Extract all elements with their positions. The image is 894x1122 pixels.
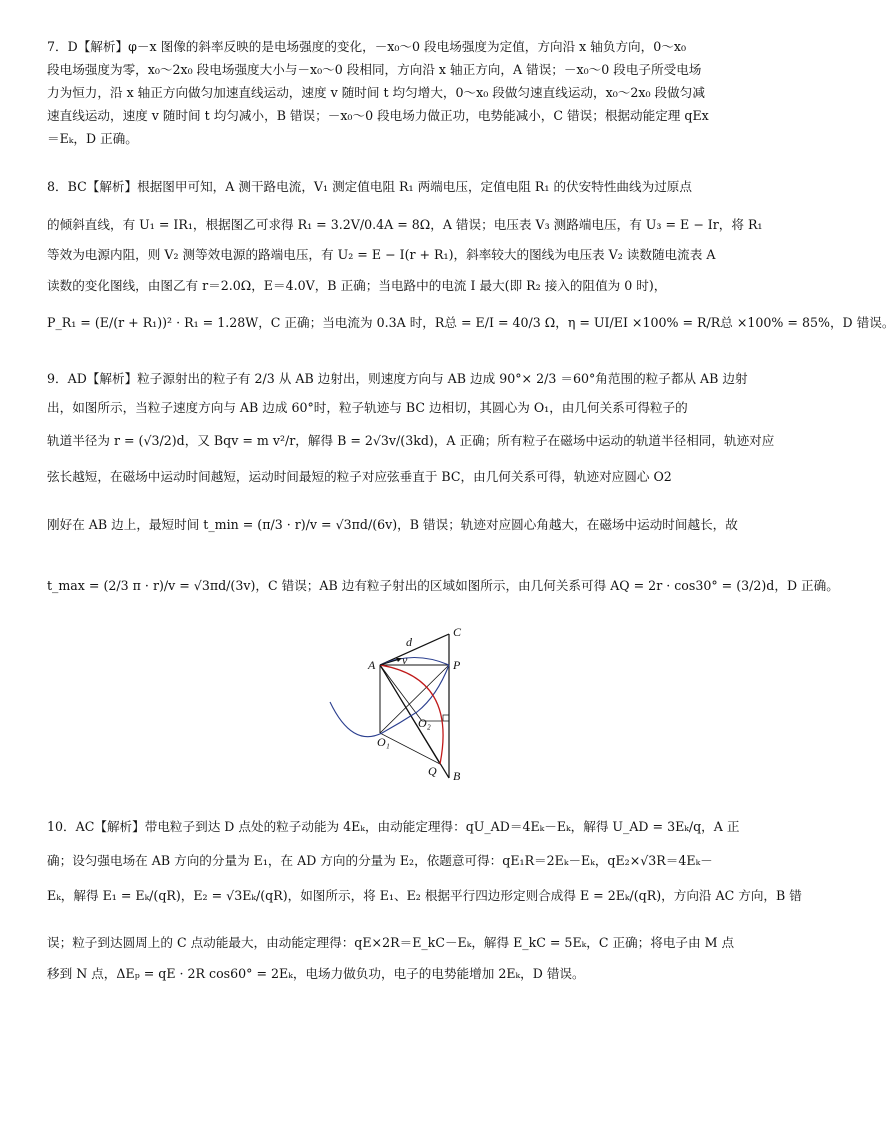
q10-line-5: 移到 N 点，ΔEₚ = qE · 2R cos60° = 2Eₖ，电场力做负功，电子的电势能增加 2Eₖ，D 错误。 [47, 966, 585, 981]
geometry-figure [322, 618, 472, 788]
label-q: Q [428, 764, 437, 778]
q8-line-4: 读数的变化图线，由图乙有 r＝2.0Ω，E＝4.0V，B 正确；当电路中的电流 I 最大(即 R₂ 接入的阻值为 0 时)， [47, 278, 667, 293]
q9-line-4: 弦长越短，在磁场中运动时间越短，运动时间最短的粒子对应弦垂直于 BC，由几何关系可得，轨迹对应圆心 O2 [47, 469, 672, 484]
label-o2: O₂ [418, 716, 431, 730]
figure-svg [322, 618, 472, 788]
label-p: P [453, 658, 461, 672]
label-c: C [453, 625, 462, 639]
line-aq [380, 665, 440, 764]
q9-line-3: 轨道半径为 r = (√3/2)d，又 Bqv = m v²/r，解得 B = 2√3v/(3kd)，A 正确；所有粒子在磁场中运动的轨道半径相同，轨迹对应 [47, 433, 775, 448]
q7-line-2: 段电场强度为零，x₀～2x₀ 段电场强度大小与－x₀～0 段相同，方向沿 x 轴正方向，A 错误；－x₀～0 段电子所受电场 [47, 62, 702, 77]
blue-trajectory-arc [330, 665, 449, 737]
q7-line-5: ＝Eₖ，D 正确。 [47, 131, 138, 146]
q8-line-1: 8．BC【解析】根据图甲可知，A 测干路电流，V₁ 测定值电阻 R₁ 两端电压，定值电阻 R₁ 的伏安特性曲线为过原点 [47, 179, 692, 194]
q8-line-2: 的倾斜直线，有 U₁ = IR₁，根据图乙可求得 R₁ = 3.2V/0.4A = 8Ω，A 错误；电压表 V₃ 测路端电压，有 U₃ = E − Ir，将 R₁ [47, 217, 763, 232]
right-angle-mark [443, 715, 449, 721]
blue-chord-arc [380, 658, 449, 666]
q9-line-6: t_max = (2/3 π · r)/v = √3πd/(3v)，C 错误；AB 边有粒子射出的区域如图所示，由几何关系可得 AQ = 2r · cos30° = (3/2)d，D 正确。 [47, 578, 839, 593]
q10-line-3: Eₖ，解得 E₁ = Eₖ/(qR)，E₂ = √3Eₖ/(qR)，如图所示，将 E₁、E₂ 根据平行四边形定则合成得 E = 2Eₖ/(qR)，方向沿 AC 方向，B 错 [47, 888, 802, 903]
label-a: A [368, 658, 376, 672]
q8-line-5: P_R₁ = (E/(r + R₁))² · R₁ = 1.28W，C 正确；当电流为 0.3A 时，R总 = E/I = 40/3 Ω，η = UI/EI ×100% = R/R总 ×100% = 85%，D 错误。 [47, 315, 894, 330]
label-v: v [402, 653, 408, 667]
q7-line-1: 7．D【解析】φ－x 图像的斜率反映的是电场强度的变化，－x₀～0 段电场强度为定值，方向沿 x 轴负方向，0～x₀ [47, 39, 687, 54]
q7-line-3: 力为恒力，沿 x 轴正方向做匀加速直线运动，速度 v 随时间 t 均匀增大，0～x₀ 段做匀速直线运动，x₀～2x₀ 段做匀减 [47, 85, 705, 100]
q7-line-4: 速直线运动，速度 v 随时间 t 均匀减小，B 错误；－x₀～0 段电场力做正功，电势能减小，C 错误；根据动能定理 qEx [47, 108, 709, 123]
q10-line-1: 10．AC【解析】带电粒子到达 D 点处的粒子动能为 4Eₖ，由动能定理得：qU_AD＝4Eₖ－Eₖ，解得 U_AD = 3Eₖ/q，A 正 [47, 819, 740, 834]
label-o1: O₁ [377, 735, 390, 749]
q8-line-3: 等效为电源内阻，则 V₂ 测等效电源的路端电压，有 U₂ = E − I(r + R₁)，斜率较大的图线为电压表 V₂ 读数随电流表 A [47, 247, 716, 262]
label-d: d [406, 635, 412, 649]
q10-line-2: 确；设匀强电场在 AB 方向的分量为 E₁，在 AD 方向的分量为 E₂，依题意可得：qE₁R＝2Eₖ－Eₖ，qE₂×√3R＝4Eₖ－ [47, 853, 713, 868]
q10-line-4: 误；粒子到达圆周上的 C 点动能最大，由动能定理得：qE×2R＝E_kC－Eₖ，解得 E_kC = 5Eₖ，C 正确；将电子由 M 点 [47, 935, 735, 950]
label-b: B [453, 769, 461, 783]
q9-line-5: 刚好在 AB 边上，最短时间 t_min = (π/3 · r)/v = √3πd/(6v)，B 错误；轨迹对应圆心角越大，在磁场中运动时间越长，故 [47, 517, 738, 532]
q9-line-2: 出，如图所示，当粒子速度方向与 AB 边成 60°时，粒子轨迹与 BC 边相切，其圆心为 O₁，由几何关系可得粒子的 [47, 400, 688, 415]
line-ac [380, 634, 449, 665]
q9-line-1: 9．AD【解析】粒子源射出的粒子有 2/3 从 AB 边射出，则速度方向与 AB 边成 90°× 2/3 ＝60°角范围的粒子都从 AB 边射 [47, 371, 748, 386]
